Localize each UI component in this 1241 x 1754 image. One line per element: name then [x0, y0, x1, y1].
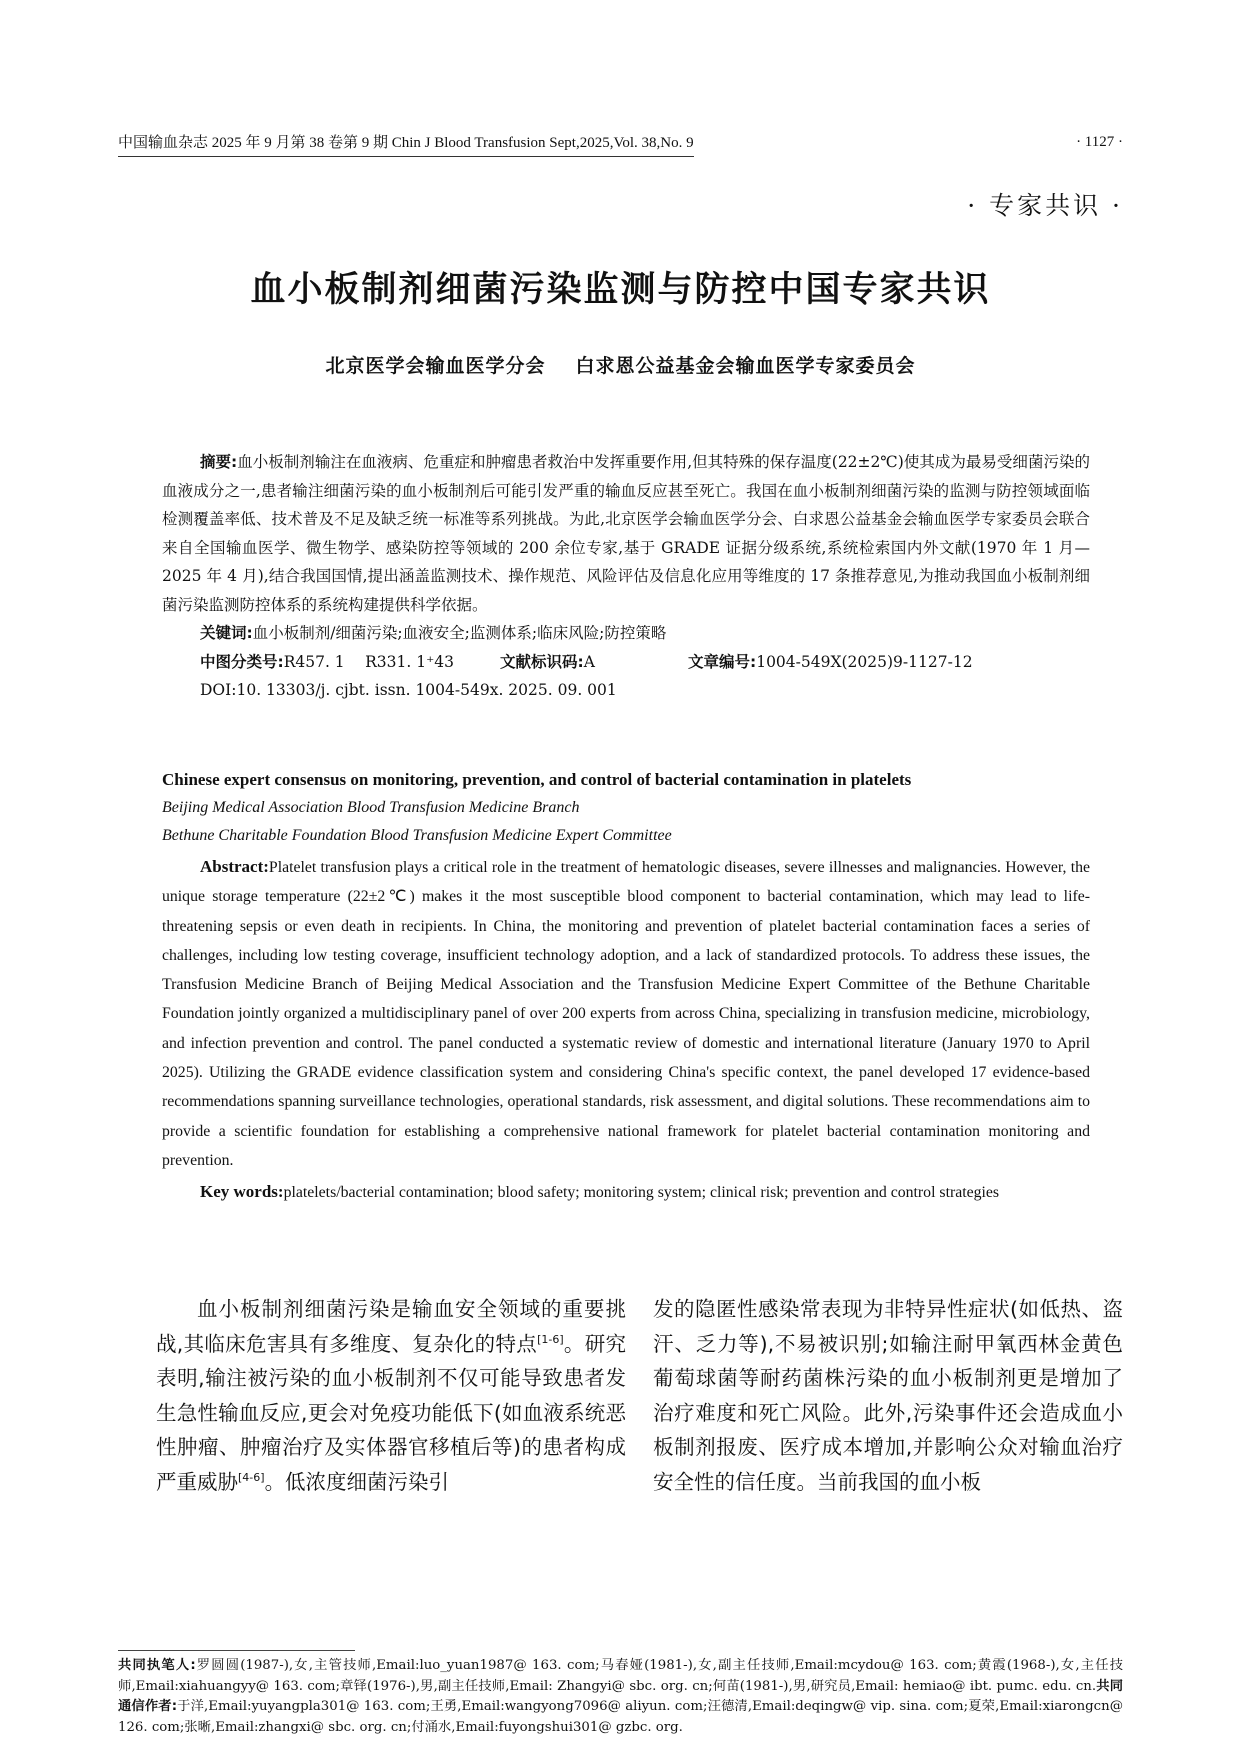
- english-keywords-text: platelets/bacterial contamination; blood safety; monitoring system; clinical risk; prevention and control strategies: [283, 1184, 1000, 1202]
- page-number: · 1127 ·: [1076, 134, 1123, 150]
- keywords-label: 关键词:: [200, 624, 253, 642]
- corresponding-authors-label: 共同通信作者:: [118, 1678, 1123, 1714]
- english-abstract-label: Abstract:: [200, 857, 269, 876]
- doc-code-label: 文献标识码:: [500, 652, 584, 671]
- article-no-label: 文章编号:: [688, 652, 757, 671]
- english-abstract-block: [162, 766, 1090, 1208]
- keywords-text: 血小板制剂/细菌污染;血液安全;监测体系;临床风险;防控策略: [252, 624, 667, 642]
- footnote: [118, 1656, 1123, 1738]
- citation-ref[interactable]: [4-6]: [238, 1471, 265, 1485]
- chinese-abstract-block: [162, 448, 1090, 705]
- english-affiliation-1: Beijing Medical Association Blood Transfusion Medicine Branch: [162, 799, 580, 816]
- body-column-left: [156, 1292, 626, 1500]
- body-column-right: [653, 1292, 1123, 1500]
- citation-ref[interactable]: [1-6]: [537, 1332, 564, 1346]
- co-authors-label: 共同执笔人:: [118, 1658, 196, 1673]
- author-organizations: [0, 351, 1241, 378]
- author-org-2: 白求恩公益基金会输血医学专家委员会: [575, 355, 916, 377]
- abstract-label: 摘要:: [200, 453, 238, 471]
- chinese-abstract: [162, 448, 1090, 619]
- body-paragraph-right: 发的隐匿性感染常表现为非特异性症状(如低热、盗汗、乏力等),不易被识别;如输注耐甲氧西林金黄色葡萄球菌等耐药菌株污染的血小板制剂更是增加了治疗难度和死亡风险。此外,污染事件还会造成血小板制剂报废、医疗成本增加,并影响公众对输血治疗安全性的信任度。当前我国的血小板: [653, 1297, 1123, 1494]
- doi: DOI:10. 13303/j. cjbt. issn. 1004-549x. 2025. 09. 001: [200, 681, 617, 699]
- footnote-divider: [118, 1650, 355, 1651]
- classification-line: [162, 648, 1090, 677]
- abstract-text: 血小板制剂输注在血液病、危重症和肿瘤患者救治中发挥重要作用,但其特殊的保存温度(22±2℃)使其成为最易受细菌污染的血液成分之一,患者输注细菌污染的血小板制剂后可能引发严重的输血反应甚至死亡。我国在血小板制剂细菌污染的监测与防控领域面临检测覆盖率低、技术普及不足及缺乏统一标准等系列挑战。为此,北京医学会输血医学分会、白求恩公益基金会输血医学专家委员会联合来自全国输血医学、微生物学、感染防控等领域的 200 余位专家,基于 GRADE 证据分级系统,系统检索国内外文献(1970 年 1 月—2025 年 4 月),结合我国国情,提出涵盖监测技术、操作规范、风险评估及信息化应用等维度的 17 条推荐意见,为推动我国血小板制剂细菌污染监测防控体系的系统构建提供科学依据。: [162, 453, 1090, 614]
- section-label: · 专家共识 ·: [967, 191, 1123, 220]
- doc-code-value: A: [583, 652, 595, 671]
- english-keywords-label: Key words:: [200, 1182, 284, 1202]
- corresponding-authors-text: 于洋,Email:yuyangpla301@ 163. com;王勇,Email:wangyong7096@ aliyun. com;汪德清,Email:deqingw@ vip. sina. com;夏荣,Email:xiarongcn@ 126. com;张晰,Email:zhangxi@ sbc. org. cn;付涌水,Email:fuyongshui301@ gzbc. org.: [118, 1699, 1123, 1735]
- english-abstract: [162, 852, 1090, 1175]
- english-affiliation-2: Bethune Charitable Foundation Blood Transfusion Medicine Expert Committee: [162, 827, 672, 844]
- english-title: Chinese expert consensus on monitoring, prevention, and control of bacterial contamination in platelets: [162, 770, 912, 789]
- chinese-keywords: [162, 619, 1090, 648]
- paper-title: 血小板制剂细菌污染监测与防控中国专家共识: [250, 270, 991, 310]
- english-abstract-text: Platelet transfusion plays a critical role in the treatment of hematologic diseases, severe illnesses and malignancies. However, the unique storage temperature (22±2℃) makes it the most susceptible blood component to bacterial contamination, which may lead to life-threatening sepsis or even death in recipients. In China, the monitoring and prevention of platelet bacterial contamination faces a series of challenges, including low testing coverage, insufficient technology adoption, and a lack of standardized protocols. To address these issues, the Transfusion Medicine Branch of Beijing Medical Association and the Transfusion Medicine Expert Committee of the Bethune Charitable Foundation jointly organized a multidisciplinary panel of over 200 experts from across China, specializing in transfusion medicine, microbiology, and infection prevention and control. The panel conducted a systematic review of domestic and international literature (January 1970 to April 2025). Utilizing the GRADE evidence classification system and considering China's specific context, the panel developed 17 evidence-based recommendations spanning surveillance technologies, operational standards, risk assessment, and digital solutions. These recommendations aim to provide a scientific foundation for establishing a comprehensive national framework for platelet bacterial contamination monitoring and prevention.: [162, 859, 1090, 1169]
- journal-citation: 中国输血杂志 2025 年 9 月第 38 卷第 9 期 Chin J Blood Transfusion Sept,2025,Vol. 38,No. 9: [118, 133, 694, 157]
- co-authors-text: 罗圆圆(1987-),女,主管技师,Email:luo_yuan1987@ 163. com;马春娅(1981-),女,副主任技师,Email:mcydou@ 163. com;黄霞(1968-),女,主任技师,Email:xiahuangyy@ 163. com;章铎(1976-),男,副主任技师,Email: Zhangyi@ sbc. org. cn;何苗(1981-),男,研究员,Email: hemiao@ ibt. pumc. edu. cn.: [118, 1658, 1123, 1694]
- english-keywords: [162, 1177, 1090, 1207]
- running-header: [118, 132, 1123, 157]
- clc-value: R457. 1 R331. 1⁺43: [283, 652, 454, 671]
- body-text: [118, 1292, 1123, 1652]
- article-no-value: 1004-549X(2025)9-1127-12: [756, 652, 973, 671]
- body-paragraph-left: 血小板制剂细菌污染是输血安全领域的重要挑战,其临床危害具有多维度、复杂化的特点[1-6]。研究表明,输注被污染的血小板制剂不仅可能导致患者发生急性输血反应,更会对免疫功能低下(如血液系统恶性肿瘤、肿瘤治疗及实体器官移植后等)的患者构成严重威胁[4-6]。低浓度细菌污染引: [156, 1297, 627, 1494]
- author-org-1: 北京医学会输血医学分会: [325, 355, 546, 377]
- clc-label: 中图分类号:: [200, 652, 284, 671]
